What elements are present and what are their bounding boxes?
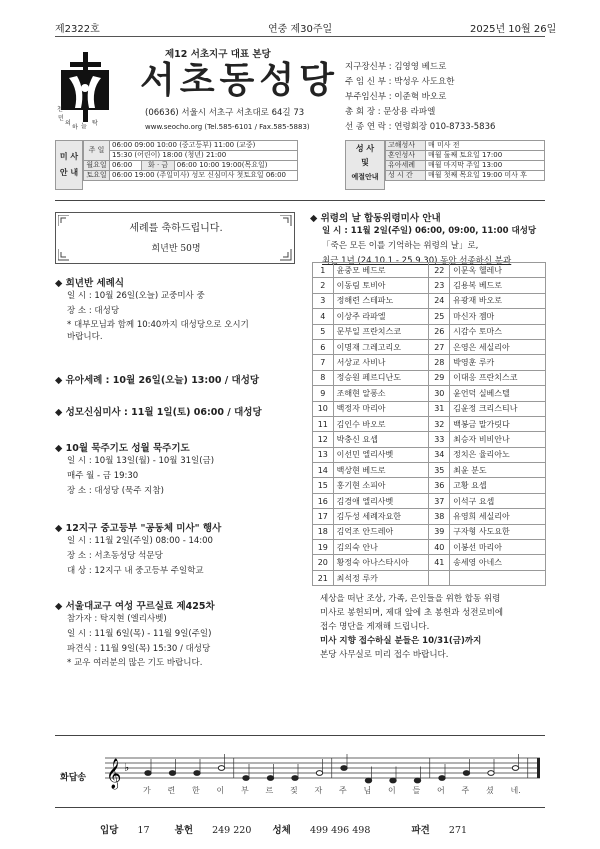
notice-title: 12지구 중고등부 "공동체 미사" 행사 [65, 523, 222, 534]
deceased-name: 최윤 분도 [450, 463, 546, 478]
note-head [145, 771, 151, 776]
notice-title: 희년반 세례식 [65, 278, 124, 289]
memorial-footer: 세상을 떠난 조상, 가족, 은인들을 위한 합동 위령 미사로 봉헌되며, 제대 앞에 초 봉헌과 성전로비에 접수 명단을 게재해 드립니다. 미사 지향 접수하실 분들은 10/31(금)까지 본당 사무실로 미리 접수 바랍니다. [320, 594, 504, 660]
deceased-number: 22 [429, 263, 450, 278]
deceased-name: 조해현 알퐁소 [333, 386, 429, 401]
lyric-syllable: 가 [143, 786, 151, 795]
issue-date: 2025년 10월 26일 [470, 24, 557, 35]
table-row [313, 401, 546, 416]
sacraments-table: 고해성사 매 미사 전 혼인성사 매월 둘째 토요일 17:00 유아세례 매월 마지막 주일 13:00 성 시 간 매월 첫째 목요일 19:00 미사 후 [385, 140, 545, 181]
congrats-title: 세례를 축하드립니다. [129, 223, 223, 234]
deceased-name: 백정자 마리아 [333, 401, 429, 416]
deceased-name: 문부일 프란치스코 [333, 324, 429, 339]
deceased-number: 12 [313, 432, 334, 447]
staff-role: 부주임신부 [345, 92, 387, 102]
deceased-name: 김윤정 크리스티나 [450, 401, 546, 416]
deceased-number [429, 570, 450, 585]
deceased-name [450, 570, 546, 585]
liturgical-season: 연중 제30주일 [268, 24, 333, 35]
lyric-syllable: 자 [314, 786, 323, 795]
deceased-number: 41 [429, 555, 450, 570]
note-head [390, 778, 396, 783]
memorial-line: 최근 1년 (24.10.1 - 25.9.30) 동안 선종하신 분과 [322, 256, 512, 266]
deceased-name: 김억조 안드레아 [333, 524, 429, 539]
diamond-icon: ◆ [55, 443, 63, 454]
table-row [313, 263, 546, 278]
deceased-name: 유영희 세실리아 [450, 509, 546, 524]
hymn-label: 화답송 [60, 773, 87, 783]
deceased-name: 정승원 페르디난도 [333, 370, 429, 385]
table-row [313, 524, 546, 539]
staff-role: 선 종 연 락 [345, 122, 386, 132]
lyric-syllable: 셨 [486, 786, 494, 795]
issue-number: 제2322호 [55, 24, 100, 35]
notices [55, 275, 300, 678]
deceased-number: 37 [429, 493, 450, 508]
diamond-icon: ◆ [55, 375, 63, 386]
deceased-name: 황정숙 아나스타시아 [333, 555, 429, 570]
note-head [341, 766, 347, 771]
table-row [313, 509, 546, 524]
deceased-number: 21 [313, 570, 334, 585]
flat-icon: ♭ [124, 761, 130, 774]
final-bar-line [537, 758, 540, 778]
deceased-name: 마신자 젬마 [450, 309, 546, 324]
deceased-name: 정해련 스테파노 [333, 293, 429, 308]
logo-text-2: 민 [58, 115, 64, 122]
deceased-number: 9 [313, 386, 334, 401]
note-head [439, 776, 445, 781]
deceased-number: 36 [429, 478, 450, 493]
deceased-name: 유광재 바오로 [450, 293, 546, 308]
staff-name: 이준혁 바오로 [394, 92, 447, 102]
deceased-name: 은영은 세실리아 [450, 339, 546, 354]
deceased-name: 김용복 베드로 [450, 278, 546, 293]
header-divider [55, 36, 545, 37]
notice-title: 10월 묵주기도 성월 묵주기도 [65, 443, 190, 454]
lyric-syllable: 네. [510, 786, 521, 795]
lyric-syllable: 주 [461, 786, 470, 795]
deceased-number: 13 [313, 447, 334, 462]
table-row [313, 309, 546, 324]
table-row [313, 478, 546, 493]
memorial-line: 일 시 : 11월 2일(주일) 06:00, 09:00, 11:00 대성당 [322, 226, 537, 236]
section-divider [55, 807, 545, 808]
note-head [488, 771, 494, 776]
staff-name: 박성우 사도요한 [394, 77, 455, 87]
table-row [313, 278, 546, 293]
deceased-number: 28 [429, 355, 450, 370]
deceased-name: 이명재 그레고리오 [333, 339, 429, 354]
congrats-box [55, 212, 295, 264]
deceased-number: 38 [429, 509, 450, 524]
lyric-syllable: 르 [265, 786, 274, 795]
deceased-number: 14 [313, 463, 334, 478]
deceased-number: 25 [429, 309, 450, 324]
note-head [512, 766, 518, 771]
staff-name: 김영영 베드로 [394, 62, 447, 72]
deceased-number: 17 [313, 509, 334, 524]
table-row [313, 432, 546, 447]
deceased-number: 3 [313, 293, 334, 308]
table-row [313, 493, 546, 508]
deceased-number: 26 [429, 324, 450, 339]
table-row [313, 386, 546, 401]
deceased-number: 8 [313, 370, 334, 385]
notice-title: 유아세례 : 10월 26일(오늘) 13:00 / 대성당 [65, 375, 260, 386]
lyric-syllable: 이 [388, 786, 396, 795]
table-row [313, 324, 546, 339]
notice-title: 서울대교구 여성 꾸르실료 제425차 [65, 601, 215, 612]
note-head [463, 771, 469, 776]
congrats-sub: 희년반 50명 [151, 244, 201, 254]
deceased-name: 이봉선 마리아 [450, 540, 546, 555]
note-head [365, 778, 371, 783]
deceased-name: 이대응 프란치스코 [450, 370, 546, 385]
note-head [316, 771, 322, 776]
notice-title: 성모신심미사 : 11월 1일(토) 06:00 / 대성당 [65, 407, 262, 418]
deceased-number: 15 [313, 478, 334, 493]
parish-web: www.seocho.org (Tel.585-6101 / Fax.585-5883) [145, 123, 310, 131]
deceased-name: 김의숙 안나 [333, 540, 429, 555]
deceased-number: 16 [313, 493, 334, 508]
deceased-name: 김인수 바오로 [333, 416, 429, 431]
deceased-name: 서상교 사비나 [333, 355, 429, 370]
deceased-number: 29 [429, 370, 450, 385]
deceased-name: 최승자 비비안나 [450, 432, 546, 447]
hymn-number-label: 파견 [411, 825, 430, 836]
section-divider [55, 200, 545, 201]
logo-text-1: 천 [57, 106, 63, 113]
staff-role: 주 임 신 부 [345, 77, 386, 87]
deceased-name: 이석구 요셉 [450, 493, 546, 508]
deceased-number: 19 [313, 540, 334, 555]
logo-text-5: 늘 [81, 123, 87, 130]
lyric-syllable: 어 [437, 786, 445, 795]
lyric-syllable: 주 [339, 786, 347, 795]
parish-subtitle: 제12 서초지구 대표 본당 [165, 49, 271, 60]
deceased-names-table [312, 262, 546, 586]
deceased-name: 고황 요셉 [450, 478, 546, 493]
parish-name: 서초동성당 [140, 60, 339, 101]
notice-item: ◆ 12지구 중고등부 "공동체 미사" 행사 일 시 : 11월 2일(주일) 08:00 - 14:00 장 소 : 서초동성당 석문당 대 상 : 12지구 내 중고등부 주일학교 [55, 523, 222, 576]
parish-address: (06636) 서울시 서초구 서초대로 64길 73 [145, 108, 305, 118]
table-row [313, 463, 546, 478]
deceased-number: 2 [313, 278, 334, 293]
deceased-name: 이문옥 헬레나 [450, 263, 546, 278]
logo-text-6: 탁 [92, 120, 98, 127]
deceased-number: 18 [313, 524, 334, 539]
deceased-number: 4 [313, 309, 334, 324]
deceased-number: 39 [429, 524, 450, 539]
deceased-name: 구자형 사도요한 [450, 524, 546, 539]
notice-item: ◆ 희년반 세례식 일 시 : 10월 26일(오늘) 교중미사 중 장 소 : 대성당 * 대부모님과 함께 10:40까지 대성당으로 오시기 바랍니다. [55, 278, 249, 342]
memorial-section [310, 210, 550, 269]
deceased-name: 이상주 라파엘 [333, 309, 429, 324]
note-head [414, 778, 420, 783]
deceased-name: 이동림 토비아 [333, 278, 429, 293]
deceased-number: 20 [313, 555, 334, 570]
staff-name: 연령회장 010-8733-5836 [394, 122, 496, 132]
staff-role: 지구장신부 [345, 62, 387, 72]
deceased-name: 최석정 루카 [333, 570, 429, 585]
note-head [243, 776, 249, 781]
deceased-number: 35 [429, 463, 450, 478]
deceased-name: 홍기현 소피아 [333, 478, 429, 493]
table-row [313, 555, 546, 570]
deceased-number: 7 [313, 355, 334, 370]
diamond-icon: ◆ [55, 523, 63, 534]
note-head [194, 771, 200, 776]
notice-item [55, 404, 300, 430]
treble-clef-icon: 𝄞 [106, 759, 122, 789]
deceased-number: 27 [429, 339, 450, 354]
lyric-syllable: 부 [241, 786, 249, 795]
hymn-numbers [100, 818, 545, 837]
deceased-name: 백봉금 말가릿다 [450, 416, 546, 431]
table-row [313, 293, 546, 308]
section-divider [55, 735, 545, 736]
hymn-number-label: 입당 [100, 825, 119, 836]
deceased-number: 5 [313, 324, 334, 339]
hymn-number-value: 17 [137, 825, 150, 836]
deceased-name: 박영훈 루카 [450, 355, 546, 370]
deceased-number: 23 [429, 278, 450, 293]
logo-text-4: 하 [72, 124, 78, 131]
deceased-name: 김경애 엘리사벳 [333, 493, 429, 508]
diamond-icon: ◆ [55, 407, 63, 418]
notice-item [55, 372, 300, 398]
table-row [313, 416, 546, 431]
memorial-title: 위령의 날 합동위령미사 안내 [320, 213, 441, 224]
lyric-syllable: 들 [412, 786, 421, 795]
table-row [313, 339, 546, 354]
deceased-name: 윤중모 베드로 [333, 263, 429, 278]
diamond-icon: ◆ [55, 278, 63, 289]
mass-schedule-label: 미 사 안 내 [55, 140, 83, 190]
deceased-number: 40 [429, 540, 450, 555]
deceased-number: 24 [429, 293, 450, 308]
note-head [218, 766, 224, 771]
deceased-number: 30 [429, 386, 450, 401]
deceased-name: 정치은 율리아노 [450, 447, 546, 462]
deceased-name: 백상현 베드로 [333, 463, 429, 478]
lyric-syllable: 이 [216, 786, 225, 795]
hymn-number-label: 성체 [272, 825, 291, 836]
deceased-name: 이선민 엘리사벳 [333, 447, 429, 462]
logo-text-3: 의 [65, 120, 71, 127]
staff-role: 총 회 장 [345, 107, 376, 117]
lyric-syllable: 련 [167, 786, 176, 795]
lyric-syllable: 짖 [290, 786, 298, 795]
notice-item: ◆ 10월 묵주기도 성월 묵주기도 일 시 : 10월 13일(월) - 10월 31일(금) 매주 월 - 금 19:30 장 소 : 대성당 (묵주 지참) [55, 443, 215, 496]
lyric-syllable: 한 [192, 786, 200, 795]
deceased-number: 6 [313, 339, 334, 354]
table-row [313, 370, 546, 385]
deceased-number: 1 [313, 263, 334, 278]
hymn-number-value: 499 496 498 [309, 825, 371, 836]
diamond-icon: ◆ [310, 213, 318, 224]
hymn-number-value: 249 220 [212, 825, 252, 836]
notice-item: ◆ 서울대교구 여성 꾸르실료 제425차 참가자 : 탁지현 (엘리사벳) 일 시 : 11월 6일(목) - 11월 9일(주일) 파견식 : 11월 9일(목) 15:30 / 대성당 * 교우 여러분의 많은 기도 바랍니다. [55, 601, 215, 668]
hymn-number-label: 봉헌 [174, 825, 193, 836]
deceased-number: 34 [429, 447, 450, 462]
deceased-name: 송세영 아네스 [450, 555, 546, 570]
note-head [292, 776, 298, 781]
deceased-number: 10 [313, 401, 334, 416]
deceased-number: 32 [429, 416, 450, 431]
deceased-name: 윤언덕 실베스텔 [450, 386, 546, 401]
note-head [267, 776, 273, 781]
table-row [313, 570, 546, 585]
deceased-name: 김두성 세례자요한 [333, 509, 429, 524]
staff-list: 지구장신부 : 김영영 베드로 주 임 신 부 : 박성우 사도요한 부주임신부 : 이준혁 바오로 총 회 장 : 문상용 라파엘 선 종 연 락 : 연령회장 010-8733-5836 [345, 62, 496, 132]
deceased-number: 11 [313, 416, 334, 431]
hymn-lyrics [140, 785, 540, 799]
staff-name: 문상용 라파엘 [383, 107, 436, 117]
memorial-line: 「죽은 모든 이를 기억하는 위령의 날」로, [322, 241, 479, 251]
deceased-name: 박충신 요셉 [333, 432, 429, 447]
note-head [169, 771, 175, 776]
table-row [313, 540, 546, 555]
lyric-syllable: 님 [363, 786, 372, 795]
diamond-icon: ◆ [55, 601, 63, 612]
deceased-number: 33 [429, 432, 450, 447]
deceased-name: 시감수 토마스 [450, 324, 546, 339]
hymn-number-value: 271 [448, 825, 468, 836]
sacraments-label: 성 사 및 예절안내 [345, 140, 385, 190]
table-row [313, 447, 546, 462]
deceased-number: 31 [429, 401, 450, 416]
mass-schedule-table: 주 일 06:00 09:00 10:00 (중고등부) 11:00 (교중) 15:30 (어린이) 18:00 (청년) 21:00 월요일 06:00 화 · 금 06:00 10:00 19:00(목요일) 토요일 06:00 19:00 (주일미사) 성모 신심미사 첫토요일 06:00 [83, 140, 298, 181]
table-row [313, 355, 546, 370]
